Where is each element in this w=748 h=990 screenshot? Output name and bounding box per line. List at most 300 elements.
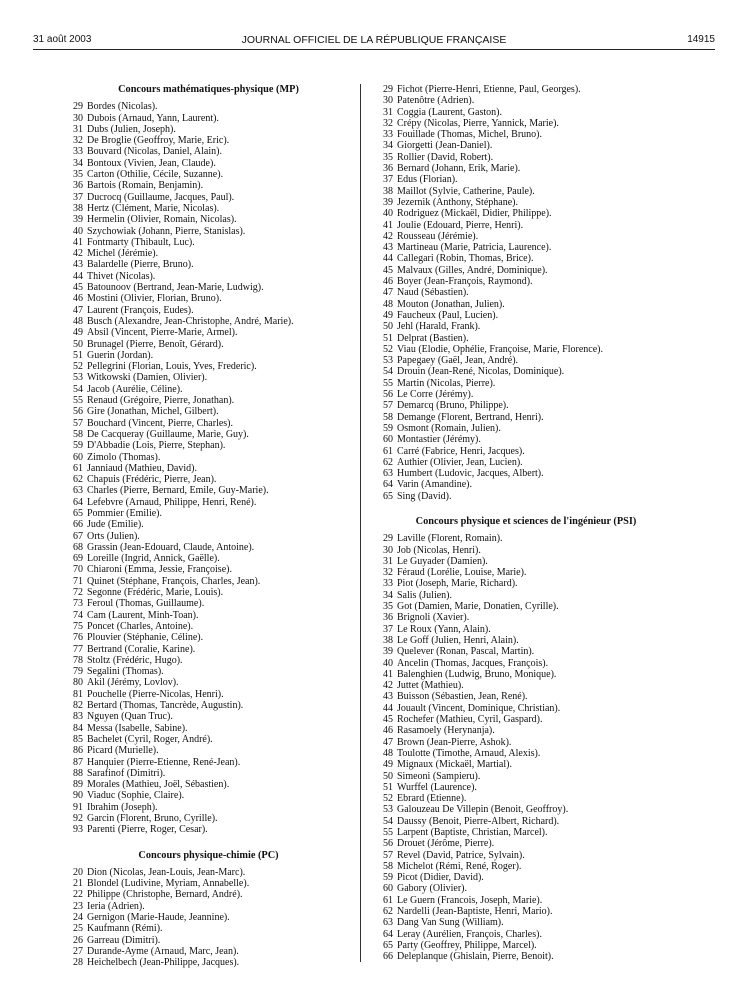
list-item [66,237,351,248]
list-item [66,621,351,632]
rank-number: 47 [73,304,83,316]
candidate-name: Brunagel (Pierre, Benoît, Gérard). [87,338,224,350]
list-item [376,759,676,770]
list-item [376,940,676,951]
candidate-name: Nguyen (Quan Truc). [87,711,173,723]
list-item [66,146,351,157]
candidate-name: Galouzeau De Villepin (Benoit, Geoffroy). [397,804,569,816]
list-item [376,748,676,759]
candidate-name: Fichot (Pierre-Henri, Etienne, Paul, Georges). [397,84,581,95]
rank-number: 22 [73,889,83,901]
rank-number: 51 [73,349,83,361]
candidate-name: Absil (Vincent, Pierre-Marie, Armel). [87,327,238,339]
list-item [66,923,351,934]
rank-number: 54 [383,366,393,378]
rank-number: 43 [383,691,393,703]
candidate-name: Grassin (Jean-Edouard, Claude, Antoine). [87,541,255,553]
rank-number: 43 [383,242,393,254]
candidate-name: Quelever (Ronan, Pascal, Martin). [397,646,535,658]
list-item [376,624,676,635]
list-item [376,917,676,928]
rank-number: 54 [383,815,393,827]
candidate-name: Ancelin (Thomas, Jacques, François). [397,657,549,669]
rank-number: 55 [73,395,83,407]
list-item [376,556,676,567]
candidate-name: Crépy (Nicolas, Pierre, Yannick, Marie). [397,117,559,129]
list-item [66,305,351,316]
list-item [66,677,351,688]
rank-number: 46 [383,725,393,737]
rank-number: 37 [383,174,393,186]
candidate-name: Authier (Olivier, Jean, Lucien). [397,456,523,468]
list-item [66,957,351,968]
section [376,516,676,963]
list-item [66,429,351,440]
list-item [66,802,351,813]
candidate-name: Michelot (Rémi, René, Roger). [397,860,522,872]
list-item [66,406,351,417]
list-item [376,400,676,411]
rank-number: 88 [73,767,83,779]
list-item [66,553,351,564]
candidate-name: Pouchelle (Pierre-Nicolas, Henri). [87,688,224,700]
candidate-name: Laurent (François, Eudes). [87,304,194,316]
rank-number: 48 [383,747,393,759]
rank-number: 65 [73,507,83,519]
rank-number: 60 [383,434,393,446]
list-item [66,813,351,824]
list-item [376,118,676,129]
right-column [376,84,676,977]
list-item [66,282,351,293]
rank-number: 62 [383,456,393,468]
rank-number: 21 [73,878,83,890]
candidate-name: Rochefer (Mathieu, Cyril, Gaspard). [397,714,543,726]
rank-number: 35 [73,169,83,181]
list-item [376,265,676,276]
header-journal-title: JOURNAL OFFICIEL DE LA RÉPUBLIQUE FRANÇAISE [241,34,507,46]
candidate-name: Hermelin (Olivier, Romain, Nicolas). [87,214,237,226]
candidate-name: Mouton (Jonathan, Julien). [397,298,505,310]
rank-number: 39 [383,196,393,208]
rank-number: 46 [73,293,83,305]
rank-number: 74 [73,609,83,621]
candidate-name: Picard (Murielle). [87,745,159,757]
candidate-name: Party (Geoffrey, Philippe, Marcel). [397,939,537,951]
rank-number: 37 [383,623,393,635]
list-item [376,703,676,714]
rank-number: 50 [383,321,393,333]
page-header [33,33,715,50]
candidate-name: Gire (Jonathan, Michel, Gilbert). [87,406,219,418]
rank-number: 82 [73,700,83,712]
rank-number: 47 [383,736,393,748]
rank-number: 64 [383,479,393,491]
candidate-name: Martineau (Marie, Patricia, Laurence). [397,242,552,254]
list-item [66,689,351,700]
candidate-name: Mignaux (Mickaël, Martial). [397,759,512,771]
rank-number: 32 [383,567,393,579]
rank-number: 33 [73,146,83,158]
list-item [376,590,676,601]
list-item [66,497,351,508]
rank-number: 66 [383,951,393,963]
candidate-name: Kaufmann (Rémi). [87,923,163,935]
list-item [66,463,351,474]
list-item [66,711,351,722]
list-item [66,158,351,169]
list-item [66,180,351,191]
candidate-name: Juttet (Mathieu). [397,680,464,692]
rank-number: 54 [73,383,83,395]
list-item [66,226,351,237]
list-item [66,113,351,124]
list-item [376,479,676,490]
list-item [66,867,351,878]
rank-number: 80 [73,677,83,689]
list-item [66,361,351,372]
list-item [376,95,676,106]
candidate-name: Balenghien (Ludwig, Bruno, Monique). [397,668,557,680]
list-item [66,946,351,957]
candidate-name: Buisson (Sébastien, Jean, René). [397,691,528,703]
candidate-name: Dang Van Sung (William). [397,917,504,929]
rank-number: 45 [73,282,83,294]
list-item [376,669,676,680]
rank-number: 69 [73,553,83,565]
candidate-name: Durande-Ayme (Arnaud, Marc, Jean). [87,945,239,957]
candidate-name: Giorgetti (Jean-Daniel). [397,140,493,152]
list-item [66,169,351,180]
candidate-name: Dubois (Arnaud, Yann, Laurent). [87,112,219,124]
rank-number: 52 [73,361,83,373]
list-item [66,790,351,801]
candidate-name: Morales (Mathieu, Joël, Sébastien). [87,779,230,791]
list-item [66,587,351,598]
list-item [376,174,676,185]
list-item [66,384,351,395]
candidate-name: Pommier (Emilie). [87,507,162,519]
candidate-name: Bachelet (Cyril, Roger, André). [87,733,213,745]
rank-number: 62 [73,474,83,486]
list-item [66,293,351,304]
rank-number: 66 [73,519,83,531]
list-item [376,468,676,479]
candidate-name: Le Guyader (Damien). [397,555,488,567]
rank-number: 84 [73,722,83,734]
candidate-name: Wurffel (Laurence). [397,781,477,793]
rank-number: 30 [73,112,83,124]
rank-number: 47 [383,287,393,299]
rank-number: 26 [73,934,83,946]
candidate-name: Maillot (Sylvie, Catherine, Paule). [397,185,535,197]
rank-number: 30 [383,544,393,556]
rank-number: 31 [73,123,83,135]
candidate-name: Guerin (Jordan). [87,349,154,361]
candidate-name: Le Roux (Yann, Alain). [397,623,491,635]
rank-number: 55 [383,377,393,389]
list-item [376,737,676,748]
candidate-name: Hanquier (Pierre-Etienne, René-Jean). [87,756,241,768]
candidate-name: Bernard (Johann, Erik, Marie). [397,163,521,175]
rank-number: 45 [383,264,393,276]
rank-number: 31 [383,555,393,567]
list-item [376,929,676,940]
candidate-name: Janniaud (Mathieu, David). [87,462,197,474]
candidate-name: Pellegrini (Florian, Louis, Yves, Frederic). [87,361,257,373]
list-item [66,327,351,338]
candidate-name: Gabory (Olivier). [397,883,467,895]
list-item [376,355,676,366]
candidate-name: Fouillade (Thomas, Michel, Bruno). [397,129,542,141]
list-item [376,129,676,140]
list-item [66,700,351,711]
list-item [376,276,676,287]
candidate-name: Leray (Aurélien, François, Charles). [397,928,542,940]
rank-number: 53 [383,355,393,367]
list-item [66,135,351,146]
candidate-name: Carton (Othilie, Cécile, Suzanne). [87,169,224,181]
list-item [376,321,676,332]
rank-number: 50 [383,770,393,782]
list-item [66,372,351,383]
candidate-name: Le Guern (Francois, Joseph, Marie). [397,894,543,906]
column-divider [360,84,361,962]
rank-number: 91 [73,801,83,813]
list-item [66,610,351,621]
list-item [376,635,676,646]
candidate-name: Demange (Florent, Bertrand, Henri). [397,411,544,423]
candidate-name: Boyer (Jean-François, Raymond). [397,276,533,288]
section-title: Concours mathématiques-physique (MP) [118,84,299,95]
section-title: Concours physique et sciences de l'ingénieur (PSI) [415,515,637,527]
list-item [376,883,676,894]
candidate-name: Papegaey (Gaël, Jean, André). [397,355,519,367]
list-item [66,339,351,350]
rank-number: 57 [383,400,393,412]
candidate-name: Humbert (Ludovic, Jacques, Albert). [397,468,544,480]
rank-number: 23 [73,900,83,912]
rank-number: 83 [73,711,83,723]
list-item [66,745,351,756]
candidate-name: Stoltz (Frédéric, Hugo). [87,654,183,666]
rank-number: 65 [383,490,393,502]
list-item [376,725,676,736]
candidate-name: Le Goff (Julien, Henri, Alain). [397,634,519,646]
candidate-name: Sarafinof (Dimitri). [87,767,166,779]
candidate-name: Demarcq (Bruno, Philippe). [397,400,509,412]
rank-number: 30 [383,95,393,107]
candidate-name: Laville (Florent, Romain). [397,533,503,545]
rank-number: 70 [73,564,83,576]
list-item [376,434,676,445]
rank-number: 46 [383,276,393,288]
candidate-name: Jacob (Aurélie, Céline). [87,383,183,395]
rank-number: 92 [73,813,83,824]
list-item [376,714,676,725]
list-item [66,485,351,496]
rank-number: 44 [383,253,393,265]
list-item [376,310,676,321]
candidate-name: Busch (Alexandre, Jean-Christophe, André, Marie). [87,315,294,327]
candidate-name: Callegari (Robin, Thomas, Brice). [397,253,534,265]
list-item [376,601,676,612]
candidate-name: Job (Nicolas, Henri). [397,544,481,556]
list-item [376,231,676,242]
candidate-name: Carré (Fabrice, Henri, Jacques). [397,445,525,457]
candidate-name: Parenti (Pierre, Roger, Cesar). [87,824,208,836]
rank-number: 42 [383,230,393,242]
header-date: 31 août 2003 [33,34,92,45]
list-item [376,253,676,264]
list-item [66,824,351,835]
header-page-number: 14915 [687,34,715,45]
candidate-name: D'Abbadie (Lois, Pierre, Stephan). [87,440,226,452]
rank-number: 27 [73,945,83,957]
list-item [376,545,676,556]
list-item [376,771,676,782]
candidate-name: Michel (Jérémie). [87,248,159,260]
candidate-name: Gernigon (Marie-Haude, Jeannine). [87,912,230,924]
candidate-name: Drouet (Jérôme, Pierre). [397,838,495,850]
rank-number: 64 [73,496,83,508]
candidate-name: Larpent (Baptiste, Christian, Marcel). [397,827,548,838]
section-title: Concours physique-chimie (PC) [138,849,279,861]
rank-number: 63 [383,917,393,929]
rank-number: 63 [73,485,83,497]
rank-number: 56 [383,389,393,401]
rank-number: 40 [73,225,83,237]
list-item [66,203,351,214]
rank-number: 85 [73,733,83,745]
rank-number: 24 [73,912,83,924]
list-item [66,124,351,135]
candidate-name: Feroul (Thomas, Guillaume). [87,598,205,610]
rank-number: 78 [73,654,83,666]
candidate-name: Faucheux (Paul, Lucien). [397,309,499,321]
list-item [376,140,676,151]
candidate-name: Akil (Jérémy, Lovlov). [87,677,179,689]
rank-number: 75 [73,620,83,632]
list-item [376,208,676,219]
list-item [66,395,351,406]
list-item [376,861,676,872]
candidate-name: Ebrard (Etienne). [397,793,467,805]
rank-number: 52 [383,793,393,805]
rank-number: 77 [73,643,83,655]
rank-number: 68 [73,541,83,553]
candidate-name: Witkowski (Damien, Olivier). [87,372,208,384]
list-item [376,163,676,174]
rank-number: 49 [73,327,83,339]
rank-number: 48 [73,315,83,327]
candidate-name: Thivet (Nicolas). [87,270,156,282]
candidate-name: Philippe (Christophe, Bernard, André). [87,889,243,901]
rank-number: 86 [73,745,83,757]
list-item [376,782,676,793]
rank-number: 50 [73,338,83,350]
rank-number: 59 [383,422,393,434]
candidate-name: Ibrahim (Joseph). [87,801,158,813]
rank-number: 49 [383,309,393,321]
rank-number: 37 [73,191,83,203]
rank-number: 36 [383,612,393,624]
list-item [376,895,676,906]
rank-number: 35 [383,601,393,613]
list-item [376,612,676,623]
candidate-name: Patenôtre (Adrien). [397,95,475,107]
rank-number: 81 [73,688,83,700]
rank-number: 58 [73,428,83,440]
list-item [66,768,351,779]
candidate-name: Ducrocq (Guillaume, Jacques, Paul). [87,191,235,203]
rank-number: 36 [383,163,393,175]
candidate-name: Lefebvre (Arnaud, Philippe, Henri, René). [87,496,257,508]
rank-number: 40 [383,208,393,220]
candidate-name: Jude (Emilie). [87,519,144,531]
candidate-name: Zimolo (Thomas). [87,451,161,463]
candidate-name: Loreille (Ingrid, Annick, Gaëlle). [87,553,220,565]
rank-number: 62 [383,906,393,918]
rank-number: 72 [73,587,83,599]
rank-number: 64 [383,928,393,940]
list-item [66,248,351,259]
section [66,850,351,969]
candidate-name: Varin (Amandine). [397,479,472,491]
rank-number: 59 [73,440,83,452]
list-item [66,440,351,451]
candidate-name: Chapuis (Frédéric, Pierre, Jean). [87,474,217,486]
rank-number: 38 [383,185,393,197]
rank-number: 56 [383,838,393,850]
candidate-name: Rodriguez (Mickaël, Didier, Philippe). [397,208,552,220]
candidate-name: Deleplanque (Ghislain, Pierre, Benoit). [397,951,554,963]
list-item [66,655,351,666]
candidate-name: Rasamoely (Herynanja). [397,725,495,737]
rank-number: 61 [73,462,83,474]
rank-number: 38 [73,202,83,214]
list-item [376,366,676,377]
rank-number: 36 [73,180,83,192]
rank-number: 89 [73,779,83,791]
candidate-name: Martin (Nicolas, Pierre). [397,377,496,389]
list-item [376,423,676,434]
list-item [66,350,351,361]
section [66,84,351,836]
rank-number: 58 [383,860,393,872]
rank-number: 60 [73,451,83,463]
rank-number: 76 [73,632,83,644]
list-item [376,850,676,861]
candidate-name: Segalini (Thomas). [87,666,164,678]
rank-number: 39 [73,214,83,226]
candidate-name: Simeoni (Sampieru). [397,770,481,782]
rank-number: 44 [73,270,83,282]
candidate-name: Got (Damien, Marie, Donatien, Cyrille). [397,601,559,613]
candidate-name: Plouvier (Stéphanie, Céline). [87,632,204,644]
rank-number: 87 [73,756,83,768]
rank-number: 29 [383,84,393,95]
candidate-name: Batounoov (Bertrand, Jean-Marie, Ludwig). [87,282,264,294]
list-item [66,757,351,768]
list-item [66,214,351,225]
candidate-name: Montastier (Jérémy). [397,434,481,446]
rank-number: 53 [383,804,393,816]
list-item [66,912,351,923]
list-item [376,578,676,589]
list-item [376,691,676,702]
rank-number: 67 [73,530,83,542]
